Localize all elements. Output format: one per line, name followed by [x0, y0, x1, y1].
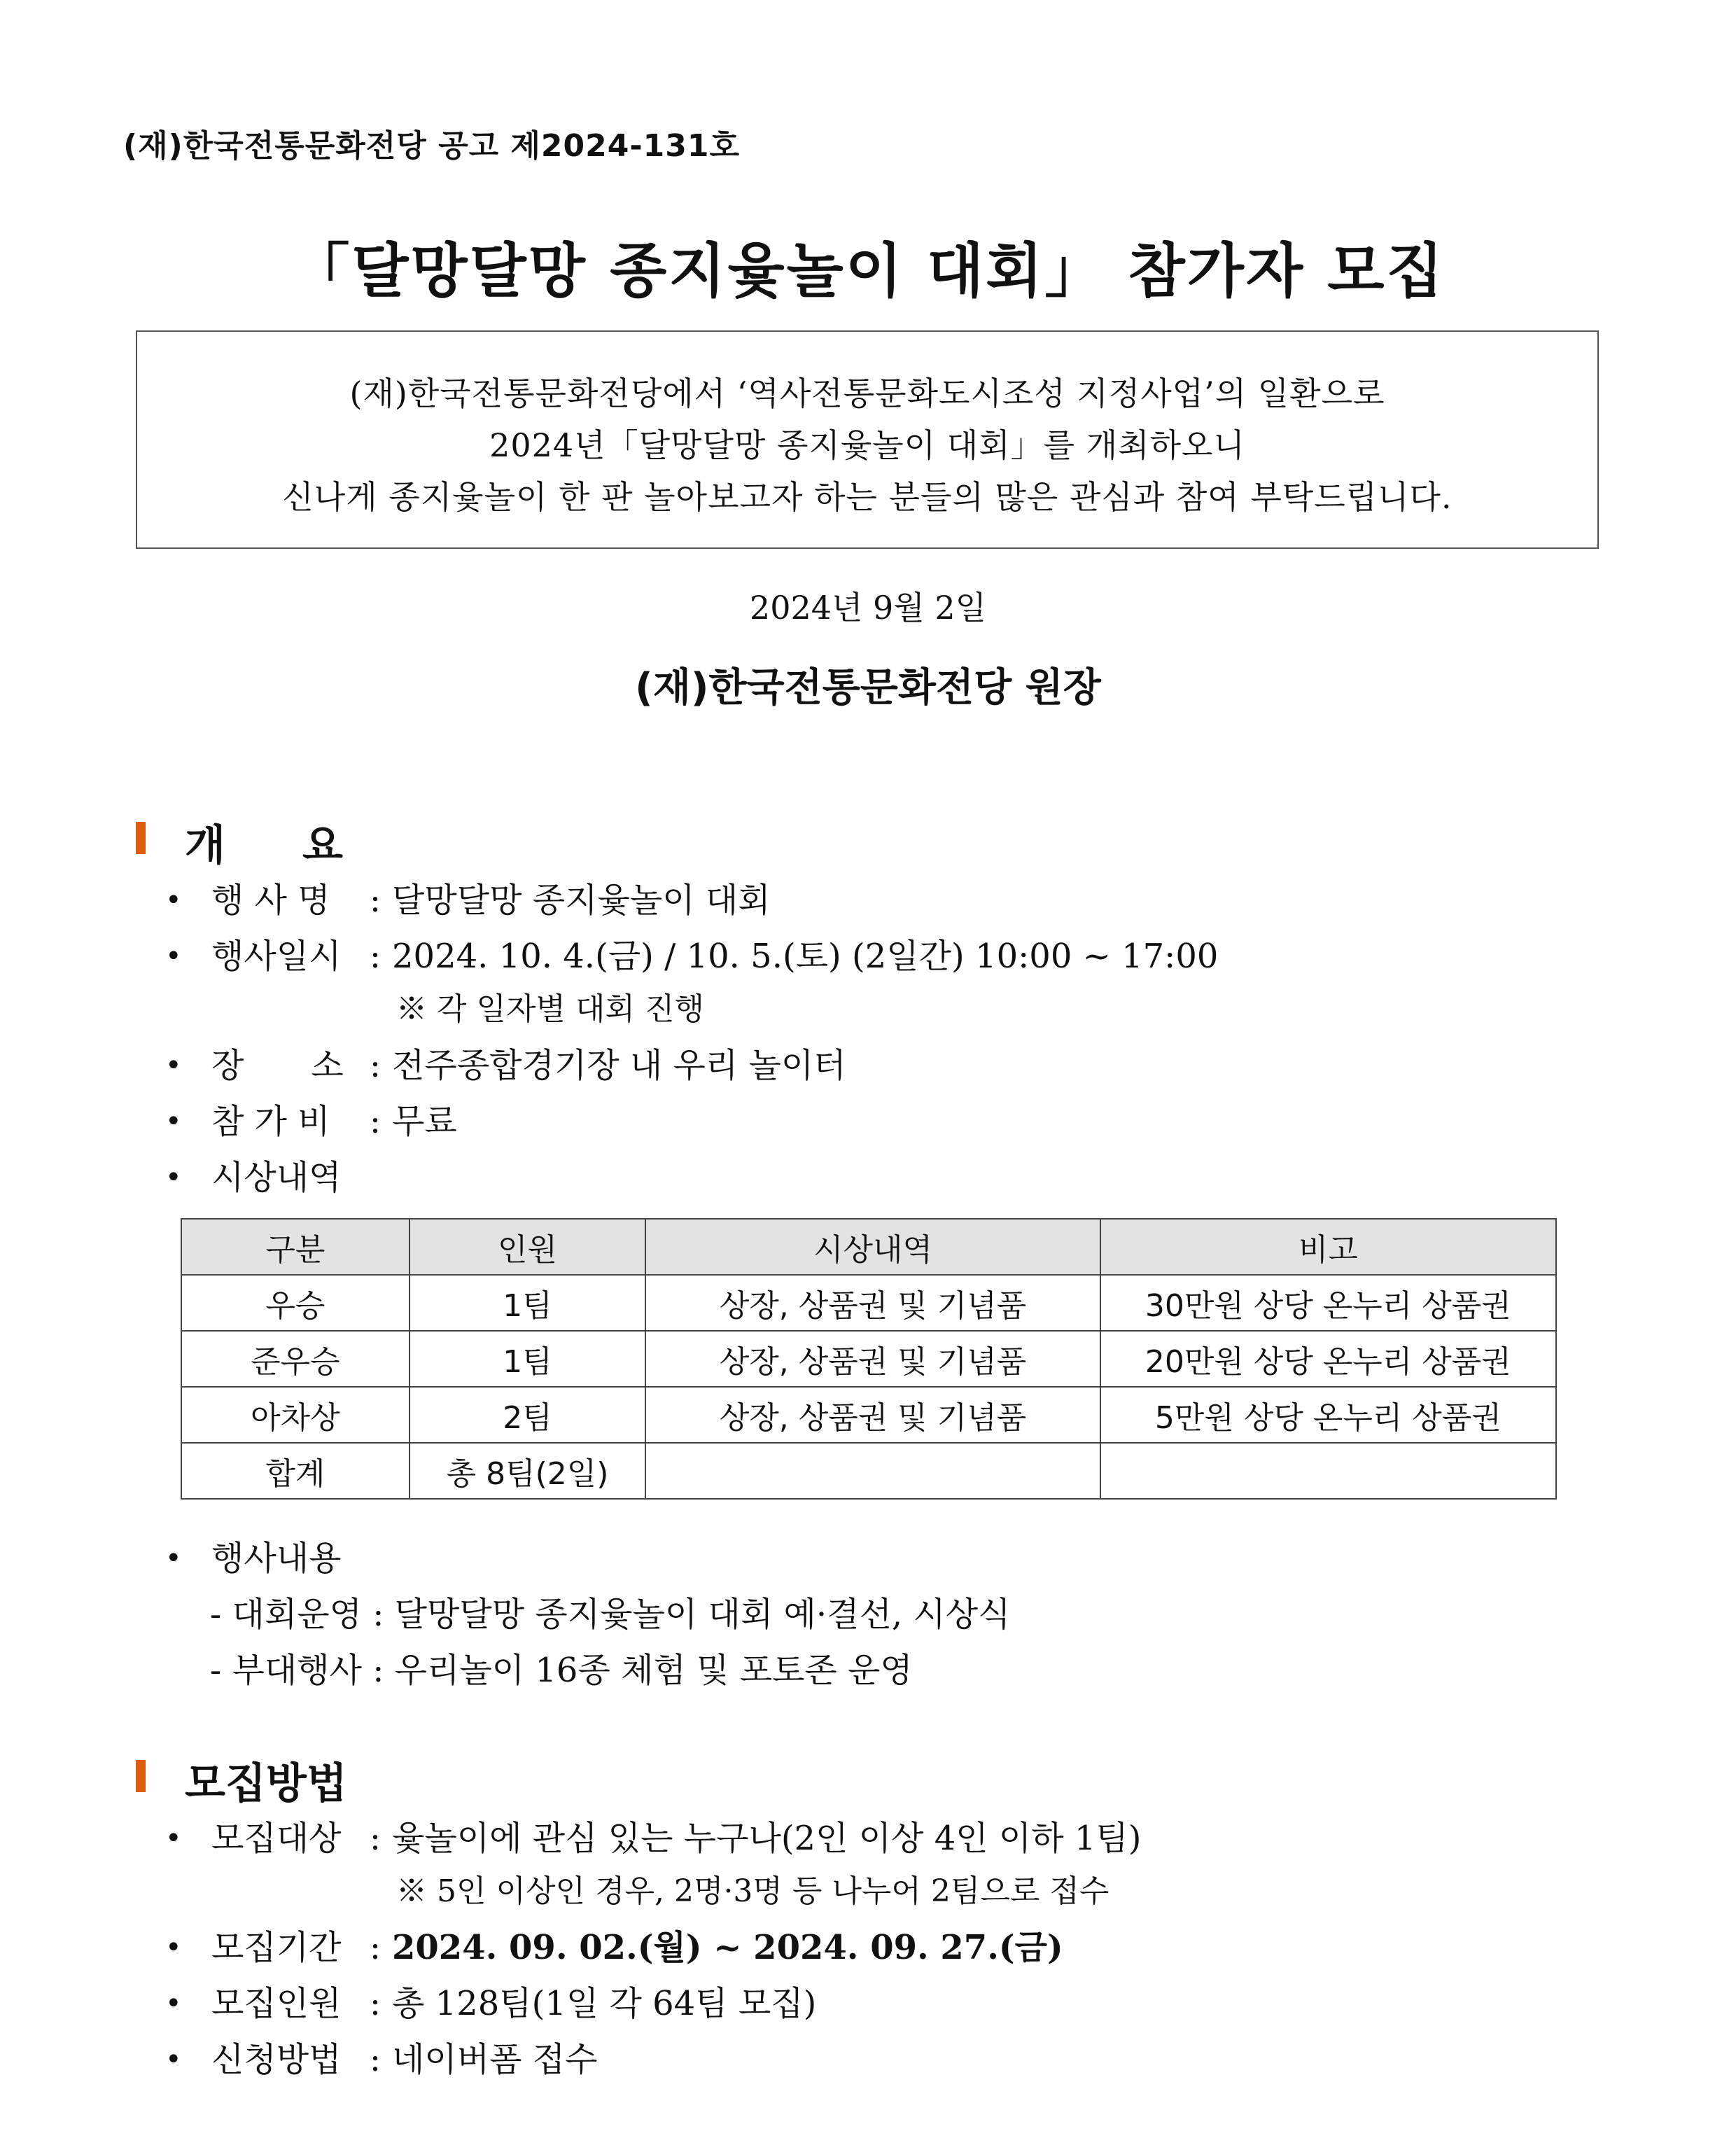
item-label: 행 사 명 — [211, 881, 330, 920]
intro-line-2: 2024년「달망달망 종지윷놀이 대회」를 개최하오니 — [489, 426, 1245, 464]
table-cell: 상장, 상품권 및 기념품 — [645, 1275, 1100, 1331]
table-cell: 상장, 상품권 및 기념품 — [645, 1331, 1100, 1387]
column-header: 인원 — [410, 1219, 646, 1275]
announcement-date: 2024년 9월 2일 — [749, 589, 987, 627]
item-label: 행사일시 — [211, 937, 342, 976]
intro-line-1: (재)한국전통문화전당에서 ‘역사전통문화도시조성 지정사업’의 일환으로 — [349, 375, 1385, 412]
item-label: 행사내용 — [211, 1539, 342, 1578]
contents-subitem-2: - 부대행사 : 우리놀이 16종 체험 및 포토존 운영 — [210, 1651, 913, 1690]
item-value: 달망달망 종지윷놀이 대회 — [392, 881, 771, 920]
intro-line-3: 신나게 종지윷놀이 한 판 놀아보고자 하는 분들의 많은 관심과 참여 부탁드립니다. — [282, 478, 1452, 516]
table-cell: 아차상 — [181, 1387, 410, 1443]
table-row — [181, 1275, 1556, 1331]
bullet-icon: • — [165, 1542, 182, 1574]
table-row-total — [181, 1443, 1556, 1499]
awards-table — [181, 1218, 1557, 1500]
table-row — [181, 1387, 1556, 1443]
section-title: 모집방법 — [185, 1759, 347, 1808]
section-marker-icon — [136, 1760, 146, 1792]
bullet-icon: • — [165, 1049, 182, 1082]
page-title: 「달망달망 종지윷놀이 대회」 참가자 모집 — [290, 237, 1446, 305]
table-cell — [645, 1443, 1100, 1499]
table-row — [181, 1331, 1556, 1387]
item-value: 2024. 09. 02.(월) ~ 2024. 09. 27.(금) — [392, 1928, 1063, 1967]
column-header: 시상내역 — [645, 1219, 1100, 1275]
item-value: 총 128팀(1일 각 64팀 모집) — [392, 1984, 817, 2023]
contents-subitem-1: - 대회운영 : 달망달망 종지윷놀이 대회 예·결선, 시상식 — [210, 1595, 1011, 1634]
bullet-icon: • — [165, 1105, 182, 1138]
bullet-icon: • — [165, 2043, 182, 2076]
table-cell: 우승 — [181, 1275, 410, 1331]
notice-number: (재)한국전통문화전당 공고 제2024-131호 — [123, 128, 740, 164]
item-value: 2024. 10. 4.(금) / 10. 5.(토) (2일간) 10:00 ~ 17:00 — [392, 937, 1219, 976]
table-cell: 5만원 상당 온누리 상품권 — [1100, 1387, 1556, 1443]
table-cell: 20만원 상당 온누리 상품권 — [1100, 1331, 1556, 1387]
bullet-icon: • — [165, 1931, 182, 1964]
table-cell: 30만원 상당 온누리 상품권 — [1100, 1275, 1556, 1331]
issuer: (재)한국전통문화전당 원장 — [635, 665, 1101, 711]
item-label: 모집인원 — [211, 1984, 342, 2023]
item-value: 전주종합경기장 내 우리 놀이터 — [392, 1046, 846, 1085]
target-note: ※ 5인 이상인 경우, 2명·3명 등 나누어 2팀으로 접수 — [396, 1873, 1110, 1909]
table-cell: 총 8팀(2일) — [410, 1443, 646, 1499]
section-marker-icon — [136, 822, 146, 854]
bullet-icon: • — [165, 940, 182, 972]
bullet-icon: • — [165, 1987, 182, 2020]
column-header: 비고 — [1100, 1219, 1556, 1275]
intro-box — [136, 330, 1599, 549]
document-page: (재)한국전통문화전당 공고 제2024-131호 「달망달망 종지윷놀이 대회」 참가자 모집 (재)한국전통문화전당에서 ‘역사전통문화도시조성 지정사업’의 일환으로 2024년「달망달망 종지윷놀이 대회」를 개최하오니 신나게 종지윷놀이 한 판 놀아보고자 하는 분들의 많은 관심과 참여 부탁드립니다. 2024년 9월 2일 (재)한국전통문화전당 원장 개요 • 행 사 명 : 달망달망 종지윷놀이 대회 • 행사일시 : 2024. 10. 4.(금) / 10. 5.(토) (2일간) 10:00 ~ 17:00 ※ 각 일자별 대회 진행 • 장 소 : 전주종합경기장 내 우리 놀이터 • 참 가 비 : 무료 • 시상내역 구분 인원 시상내역 비고 우승 1팀 상장, 상품권 및 기념품 30만원 상당 온누리 상품권 준우승 1팀 상장, 상품권 및 기념품 20만원 상당 온누리 상품권 아차상 2팀 상장, 상품권 및 기념품 5만원 상당 온누리 상품권 합계 총 8팀(2일) • 행사내용 - 대회운영 : 달망달망 종지윷놀이 대회 예·결선, 시상식 - 부대행사 : 우리놀이 16종 체험 및 포토존 운영 모집방법 • 모집대상 : 윷놀이에 관심 있는 누구나(2인 이상 4인 이하 1팀) ※ 5인 이상인 경우, 2명·3명 등 나누어 2팀으로 접수 • 모집기간 : 2024. 09. 02.(월) ~ 2024. 09. 27.(금) • 모집인원 : 총 128팀(1일 각 64팀 모집) • 신청방법 : 네이버폼 접수 — [0, 0, 1736, 2131]
table-cell: 준우승 — [181, 1331, 410, 1387]
item-value: 무료 — [392, 1102, 457, 1141]
section-title: 개요 — [185, 821, 420, 870]
event-date-note: ※ 각 일자별 대회 진행 — [396, 991, 704, 1027]
table-cell: 2팀 — [410, 1387, 646, 1443]
item-label: 참 가 비 — [211, 1102, 330, 1141]
table-cell: 1팀 — [410, 1275, 646, 1331]
item-label: 모집기간 — [211, 1928, 342, 1967]
table-cell: 합계 — [181, 1443, 410, 1499]
item-label: 신청방법 — [211, 2040, 342, 2079]
bullet-icon: • — [165, 1161, 182, 1194]
bullet-icon: • — [165, 884, 182, 916]
item-value: 네이버폼 접수 — [392, 2040, 598, 2079]
table-header-row — [181, 1219, 1556, 1275]
bullet-icon: • — [165, 1822, 182, 1854]
table-cell — [1100, 1443, 1556, 1499]
column-header: 구분 — [181, 1219, 410, 1275]
item-label: 시상내역 — [211, 1158, 342, 1197]
item-label: 모집대상 — [211, 1819, 342, 1858]
item-value: 윷놀이에 관심 있는 누구나(2인 이상 4인 이하 1팀) — [392, 1819, 1142, 1858]
table-cell: 1팀 — [410, 1331, 646, 1387]
table-cell: 상장, 상품권 및 기념품 — [645, 1387, 1100, 1443]
item-label: 장 소 — [211, 1046, 344, 1085]
